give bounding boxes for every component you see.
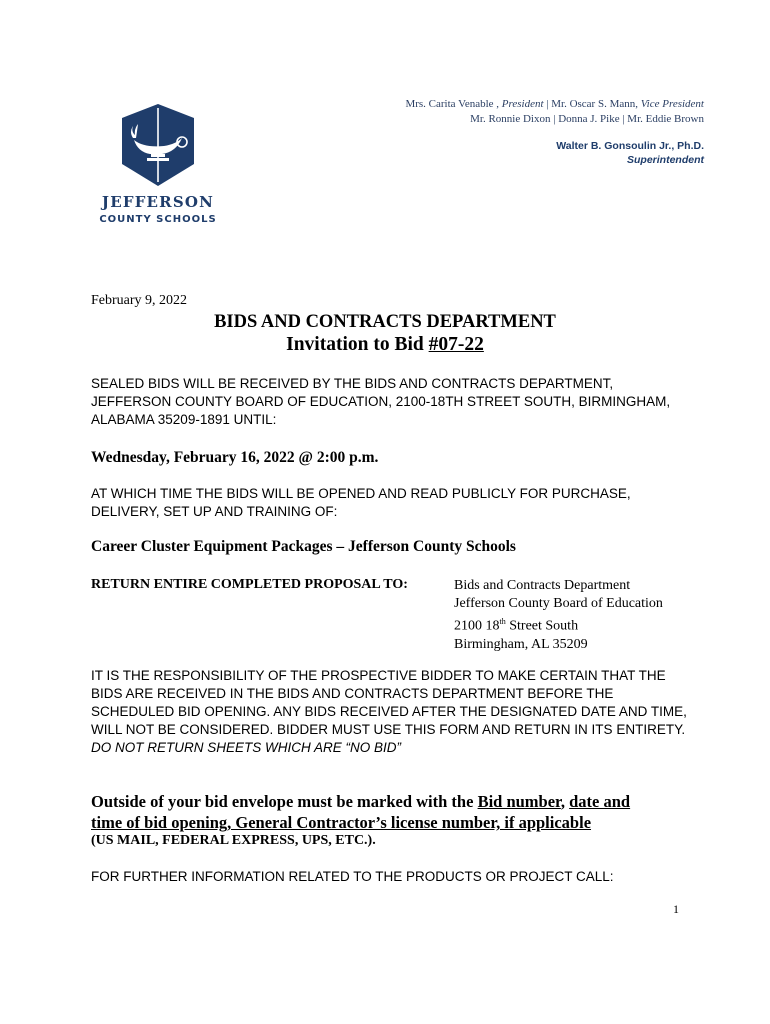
no-bid-note: DO NOT RETURN SHEETS WHICH ARE “NO BID” (91, 740, 402, 755)
lamp-shield-icon (120, 102, 196, 188)
page-number: 1 (673, 902, 679, 916)
address-ordinal: th (499, 617, 506, 626)
board-member-text: Mrs. Carita Venable , (405, 98, 502, 110)
envelope-sep: , (560, 792, 570, 811)
department-heading: BIDS AND CONTRACTS DEPARTMENT (214, 312, 556, 332)
address-street-name: Street South (505, 618, 579, 634)
board-line-2: Mr. Ronnie Dixon | Donna J. Pike | Mr. Eddie Brown (470, 113, 704, 125)
address-street-number: 2100 18 (454, 618, 500, 634)
envelope-line-2: time of bid opening, General Contractor’s license number, if applicable (91, 813, 592, 832)
address-line-4: Birmingham, AL 35209 (454, 636, 588, 652)
invitation-heading (0, 334, 770, 356)
envelope-instructions (91, 791, 630, 833)
return-label: RETURN ENTIRE COMPLETED PROPOSAL TO: (91, 577, 408, 592)
envelope-date: date and (569, 792, 631, 811)
opening-paragraph: AT WHICH TIME THE BIDS WILL BE OPENED AND READ PUBLICLY FOR PURCHASE, DELIVERY, SET UP AND TRAINING OF: (91, 486, 631, 519)
board-role: President (501, 98, 544, 110)
board-members (405, 97, 704, 127)
logo-wordmark: JEFFERSON (101, 193, 215, 211)
board-role: Vice President (640, 98, 704, 110)
letter-date: February 9, 2022 (91, 293, 188, 308)
board-line-1 (405, 97, 704, 112)
further-info: FOR FURTHER INFORMATION RELATED TO THE PRODUCTS OR PROJECT CALL: (91, 869, 614, 884)
address-line-3 (454, 613, 663, 636)
envelope-prefix: Outside of your bid envelope must be marked with the (91, 792, 478, 811)
sealed-bids-paragraph: SEALED BIDS WILL BE RECEIVED BY THE BIDS AND CONTRACTS DEPARTMENT, JEFFERSON COUNTY BOARD OF EDUCATION, 2100-18TH STREET SOUTH, BIRMINGHAM, ALABAMA 35209-1891 UNTIL: (91, 376, 671, 427)
superintendent-name: Walter B. Gonsoulin Jr., Ph.D. (556, 140, 704, 152)
address-line-1: Bids and Contracts Department (454, 578, 631, 593)
logo-subtitle: COUNTY SCHOOLS (99, 214, 217, 225)
board-member-text: | Mr. Oscar S. Mann, (543, 98, 641, 110)
superintendent-title: Superintendent (626, 154, 704, 166)
mail-carriers: (US MAIL, FEDERAL EXPRESS, UPS, ETC.). (91, 833, 376, 848)
invitation-prefix: Invitation to Bid (286, 334, 429, 355)
envelope-bid-number: Bid number (477, 792, 561, 811)
bid-deadline: Wednesday, February 16, 2022 @ 2:00 p.m. (91, 449, 379, 466)
responsibility-text: IT IS THE RESPONSIBILITY OF THE PROSPECTIVE BIDDER TO MAKE CERTAIN THAT THE BIDS ARE RECEIVED IN THE BIDS AND CONTRACTS DEPARTMENT BEFORE THE SCHEDULED BID OPENING. ANY BIDS RECEIVED AFTER THE DESIGNATED DATE AND TIME, WILL NOT BE CONSIDERED. BIDDER MUST USE THIS FORM AND RETURN IN ITS ENTIRETY. (91, 668, 687, 737)
responsibility-paragraph (91, 667, 691, 757)
address-line-2: Jefferson County Board of Education (454, 596, 663, 611)
return-address (454, 577, 663, 654)
bid-number: #07-22 (428, 334, 484, 355)
bid-item-title: Career Cluster Equipment Packages – Jefferson County Schools (91, 538, 516, 555)
superintendent (556, 139, 704, 167)
envelope-line-1 (91, 791, 630, 812)
